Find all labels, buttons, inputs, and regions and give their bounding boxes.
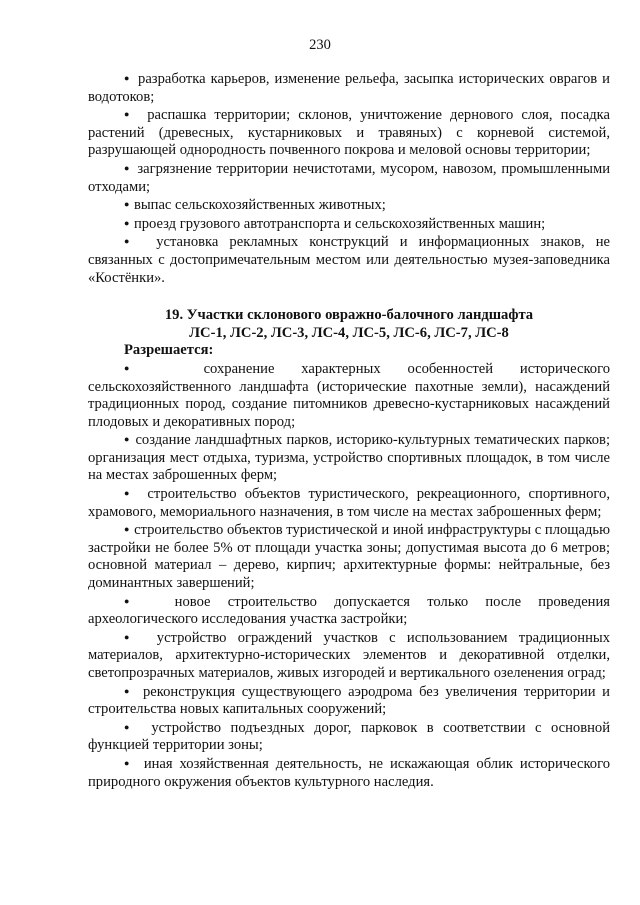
list-item: ● установка рекламных конструкций и информационных знаков, не связанных с достопримечательным местом или деятельностью музея-заповедника «Костёнки». [88, 233, 610, 287]
prohibited-list [88, 70, 610, 287]
list-item: ● строительство объектов туристической и иной инфраструктуры с площадью застройки не более 5% от площади участка зоны; допустимая высота до 6 метров; основной материал – дерево, кирпич; архитектурные формы: нейтральные, без доминантных завершений; [88, 521, 610, 592]
list-item: ● реконструкция существующего аэродрома без увеличения территории и строительства новых капитальных сооружений; [88, 683, 610, 719]
list-item: ● создание ландшафтных парков, историко-культурных тематических парков; организация мест отдыха, туризма, устройство спортивных площадок, в том числе на местах заброшенных ферм; [88, 431, 610, 485]
section-title: 19. Участки склонового овражно-балочного ландшафта [164, 307, 534, 324]
list-item: ● иная хозяйственная деятельность, не искажающая облик исторического природного окружения объектов культурного наследия. [88, 755, 610, 791]
list-item: ● сохранение характерных особенностей исторического сельскохозяйственного ландшафта (исторические пахотные земли), насаждений традиционных пород, создание питомников древесно-кустарниковых насаждений плодовых и декоративных пород; [88, 360, 610, 431]
list-item: ● разработка карьеров, изменение рельефа, засыпка исторических оврагов и водотоков; [88, 70, 610, 106]
list-item: ● распашка территории; склонов, уничтожение дернового слоя, посадка растений (древесных, кустарниковых и травяных) с корневой системой, разрушающей однородность почвенного покрова и меловой основы территории; [88, 106, 610, 160]
list-item: ● строительство объектов туристического, рекреационного, спортивного, храмового, мемориального назначения, в том числе на местах заброшенных ферм; [88, 485, 610, 521]
list-item: ● проезд грузового автотранспорта и сельскохозяйственных машин; [88, 215, 610, 234]
page-number: 230 [309, 37, 331, 53]
list-item: ● устройство подъездных дорог, парковок в соответствии с основной функцией территории зоны; [88, 719, 610, 755]
section-zone-codes: ЛС-1, ЛС-2, ЛС-3, ЛС-4, ЛС-5, ЛС-6, ЛС-7, ЛС-8 [189, 324, 509, 341]
allowed-list [88, 360, 610, 791]
list-item: ● новое строительство допускается только после проведения археологического исследования участка застройки; [88, 593, 610, 629]
allowed-label: Разрешается: [124, 342, 214, 359]
section-heading [88, 307, 610, 342]
list-item: ● выпас сельскохозяйственных животных; [88, 196, 610, 215]
list-item: ● устройство ограждений участков с использованием традиционных материалов, архитектурно-исторических элементов и декоративной отделки, светопрозрачных материалов, живых изгородей и вертикального озеленения оград; [88, 629, 610, 683]
document-body [88, 70, 610, 791]
list-item: ● загрязнение территории нечистотами, мусором, навозом, промышленными отходами; [88, 160, 610, 196]
